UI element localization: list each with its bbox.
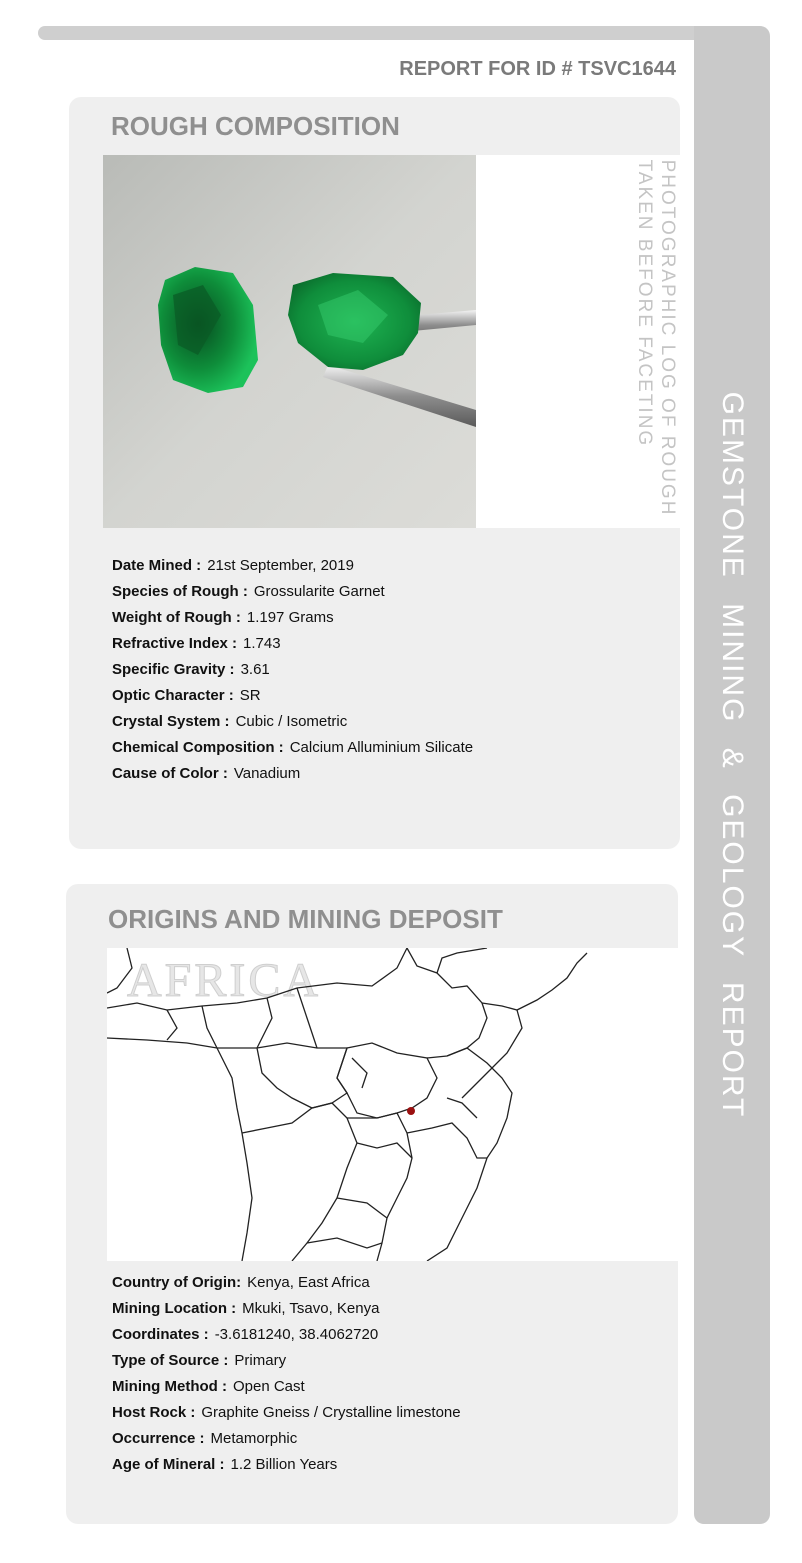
info-label: Weight of Rough : <box>112 609 241 626</box>
info-row-specific-gravity <box>112 657 473 683</box>
info-row-refractive-index <box>112 631 473 657</box>
info-label: Specific Gravity : <box>112 661 235 678</box>
info-value: Kenya, East Africa <box>247 1274 370 1291</box>
info-row-coordinates <box>112 1322 461 1348</box>
rough-info-list <box>112 553 473 787</box>
info-value: Mkuki, Tsavo, Kenya <box>242 1300 380 1317</box>
info-value: Primary <box>234 1352 287 1369</box>
origin-info-list <box>112 1270 461 1478</box>
side-title: GEMSTONE MINING & GEOLOGY REPORT <box>716 391 749 1119</box>
info-row-date-mined <box>112 553 473 579</box>
info-value: 1.197 Grams <box>246 609 334 626</box>
info-label: Host Rock : <box>112 1404 196 1421</box>
rough-composition-title: ROUGH COMPOSITION <box>111 111 400 141</box>
africa-map-illustration <box>107 948 678 1261</box>
info-row-host-rock <box>112 1400 461 1426</box>
info-value: Open Cast <box>232 1378 305 1395</box>
photo-caption-line-2: TAKEN BEFORE FACETING <box>634 159 655 448</box>
info-row-chemical-composition <box>112 735 473 761</box>
photo-caption-line-1: PHOTOGRAPHIC LOG OF ROUGH <box>657 159 678 517</box>
info-row-occurrence <box>112 1426 461 1452</box>
info-value: 1.2 Billion Years <box>230 1456 338 1473</box>
info-label: Age of Mineral : <box>112 1456 225 1473</box>
info-value: SR <box>239 687 261 704</box>
origins-title: ORIGINS AND MINING DEPOSIT <box>108 904 503 934</box>
info-value: Calcium Alluminium Silicate <box>289 739 474 756</box>
info-label: Cause of Color : <box>112 765 228 782</box>
info-label: Species of Rough : <box>112 583 248 600</box>
info-row-crystal-system <box>112 709 473 735</box>
info-label: Crystal System : <box>112 713 230 730</box>
info-label: Refractive Index : <box>112 635 238 652</box>
top-decor-bar <box>38 26 738 40</box>
africa-map <box>107 948 678 1261</box>
info-row-mining-method <box>112 1374 461 1400</box>
info-label: Mining Location : <box>112 1300 237 1317</box>
info-value: Metamorphic <box>210 1430 298 1447</box>
info-row-cause-of-color <box>112 761 473 787</box>
report-id: REPORT FOR ID # TSVC1644 <box>399 58 676 80</box>
info-value: 1.743 <box>243 635 281 652</box>
info-value: Vanadium <box>233 765 301 782</box>
info-row-mining-location <box>112 1296 461 1322</box>
info-row-mineral-age <box>112 1452 461 1478</box>
rough-gem-illustration <box>103 155 476 528</box>
mine-location-marker <box>407 1107 415 1115</box>
rough-gem-photo <box>103 155 476 528</box>
photo-caption <box>633 160 679 517</box>
info-value: -3.6181240, 38.4062720 <box>214 1326 379 1343</box>
info-value: Cubic / Isometric <box>235 713 348 730</box>
info-value: 21st September, 2019 <box>207 557 354 574</box>
info-label: Country of Origin: <box>112 1274 242 1291</box>
info-label: Type of Source : <box>112 1352 229 1369</box>
map-watermark: AFRICA <box>127 954 322 1007</box>
info-value: Grossularite Garnet <box>253 583 385 600</box>
info-label: Optic Character : <box>112 687 234 704</box>
info-row-weight <box>112 605 473 631</box>
info-label: Mining Method : <box>112 1378 227 1395</box>
info-label: Date Mined : <box>112 557 202 574</box>
info-row-country <box>112 1270 461 1296</box>
info-row-source-type <box>112 1348 461 1374</box>
info-value: 3.61 <box>240 661 270 678</box>
info-row-species <box>112 579 473 605</box>
info-label: Chemical Composition : <box>112 739 284 756</box>
info-value: Graphite Gneiss / Crystalline limestone <box>201 1404 461 1421</box>
info-label: Coordinates : <box>112 1326 209 1343</box>
info-label: Occurrence : <box>112 1430 205 1447</box>
info-row-optic-character <box>112 683 473 709</box>
